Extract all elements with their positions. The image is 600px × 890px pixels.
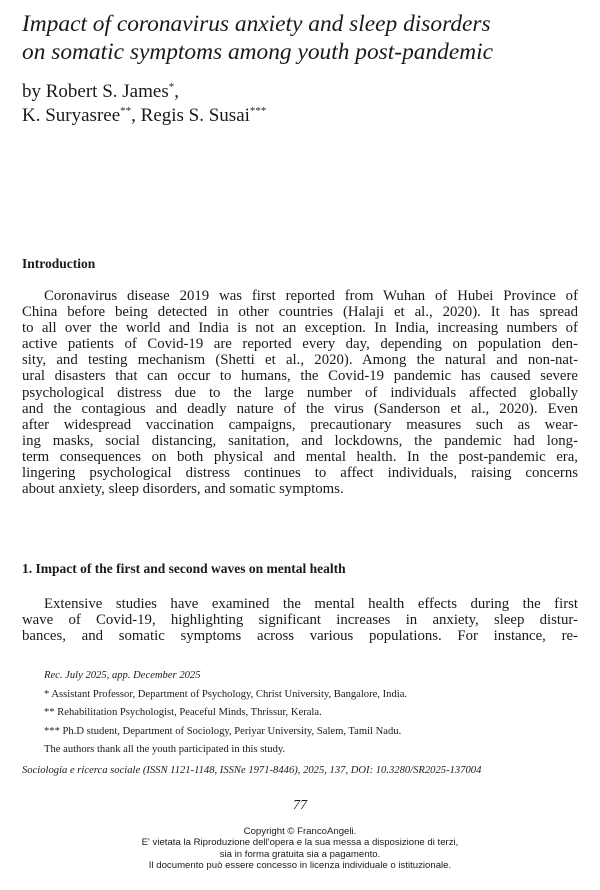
author-1-name: Robert S. James bbox=[45, 81, 169, 102]
copyright-line-4: Il documento può essere concesso in licenza individuale o istituzionale. bbox=[148, 860, 452, 872]
body-line: after widespread vaccination campaigns, precautionary measures such as wear- bbox=[22, 416, 578, 433]
copyright-line-1: Copyright © FrancoAngeli. bbox=[243, 826, 357, 837]
acknowledgement: The authors thank all the youth participated in this study. bbox=[44, 744, 286, 755]
body-line: bances, and somatic symptoms across various populations. For instance, re- bbox=[22, 628, 578, 645]
body-line: active patients of Covid-19 are reported every day, depending on population den- bbox=[22, 336, 578, 353]
footnote-1: * Assistant Professor, Department of Psychology, Christ University, Bangalore, India. bbox=[44, 688, 408, 700]
body-line: wave of Covid-19, highlighting significant increases in anxiety, sleep distur- bbox=[22, 612, 578, 629]
body-line: about anxiety, sleep disorders, and somatic symptoms. bbox=[22, 481, 344, 498]
section-1-paragraph bbox=[22, 596, 578, 644]
introduction-heading: Introduction bbox=[22, 256, 96, 271]
article-title bbox=[22, 10, 582, 66]
footnote-2: ** Rehabilitation Psychologist, Peaceful Minds, Thrissur, Kerala. bbox=[44, 707, 322, 718]
body-line: ing masks, social distancing, sanitation, and lockdowns, the pandemic had long- bbox=[22, 432, 578, 449]
body-line: term consequences on both physical and mental health. In the post-pandemic era, bbox=[22, 448, 578, 465]
by-label: by bbox=[22, 81, 41, 102]
copyright-line-2: E' vietata la Riproduzione dell'opera e la sua messa a disposizione di terzi, bbox=[141, 837, 459, 849]
author-3-footnote-mark: *** bbox=[249, 105, 267, 117]
body-line: ural disasters that can occur to humans, the Covid-19 pandemic has caused severe bbox=[22, 368, 578, 385]
body-line: China before being detected in other countries (Halaji et al., 2020). It has spread bbox=[22, 304, 578, 321]
author-list: by Robert S. James*, K. Suryasree**, Regis S. Susai*** bbox=[22, 81, 267, 126]
author-2-name: K. Suryasree bbox=[22, 105, 121, 126]
journal-citation: Sociologia e ricerca sociale (ISSN 1121-1148, ISSNe 1971-8446), 2025, 137, DOI: 10.3280/SR2025-137004 bbox=[22, 765, 482, 776]
body-line: Coronavirus disease 2019 was first reported from Wuhan of Hubei Province of bbox=[44, 288, 578, 304]
footnote-3: *** Ph.D student, Department of Sociology, Periyar University, Salem, Tamil Nadu. bbox=[44, 725, 402, 737]
introduction-paragraph bbox=[22, 288, 578, 497]
author-3-name: Regis S. Susai bbox=[140, 105, 250, 126]
copyright-notice bbox=[0, 826, 600, 872]
copyright-line-3: sia in forma gratuita sia a pagamento. bbox=[219, 848, 381, 860]
section-1-heading: 1. Impact of the first and second waves on mental health bbox=[22, 561, 346, 576]
title-line-2: on somatic symptoms among youth post-pandemic bbox=[22, 39, 494, 65]
body-line: to all over the world and India is not an exception. In India, increasing numbers of bbox=[22, 320, 578, 337]
author-1-footnote-mark: * bbox=[168, 81, 175, 93]
body-line: and the contagious and deadly nature of the virus (Sanderson et al., 2020). Even bbox=[22, 400, 578, 417]
page-number: 77 bbox=[293, 798, 307, 813]
body-line: lingering psychological distress continues to affect individuals, raising concerns bbox=[22, 465, 578, 482]
received-approved-dates: Rec. July 2025, app. December 2025 bbox=[44, 670, 201, 681]
footnotes bbox=[44, 667, 574, 760]
author-2-footnote-mark: ** bbox=[120, 105, 132, 117]
body-line: sity, and testing mechanism (Shetti et al., 2020). Among the natural and non-nat- bbox=[22, 352, 578, 369]
body-line: psychological distress due to the large number of individuals affected globally bbox=[22, 384, 578, 401]
title-line-1: Impact of coronavirus anxiety and sleep disorders bbox=[22, 11, 491, 37]
body-line: Extensive studies have examined the mental health effects during the first bbox=[44, 596, 578, 612]
